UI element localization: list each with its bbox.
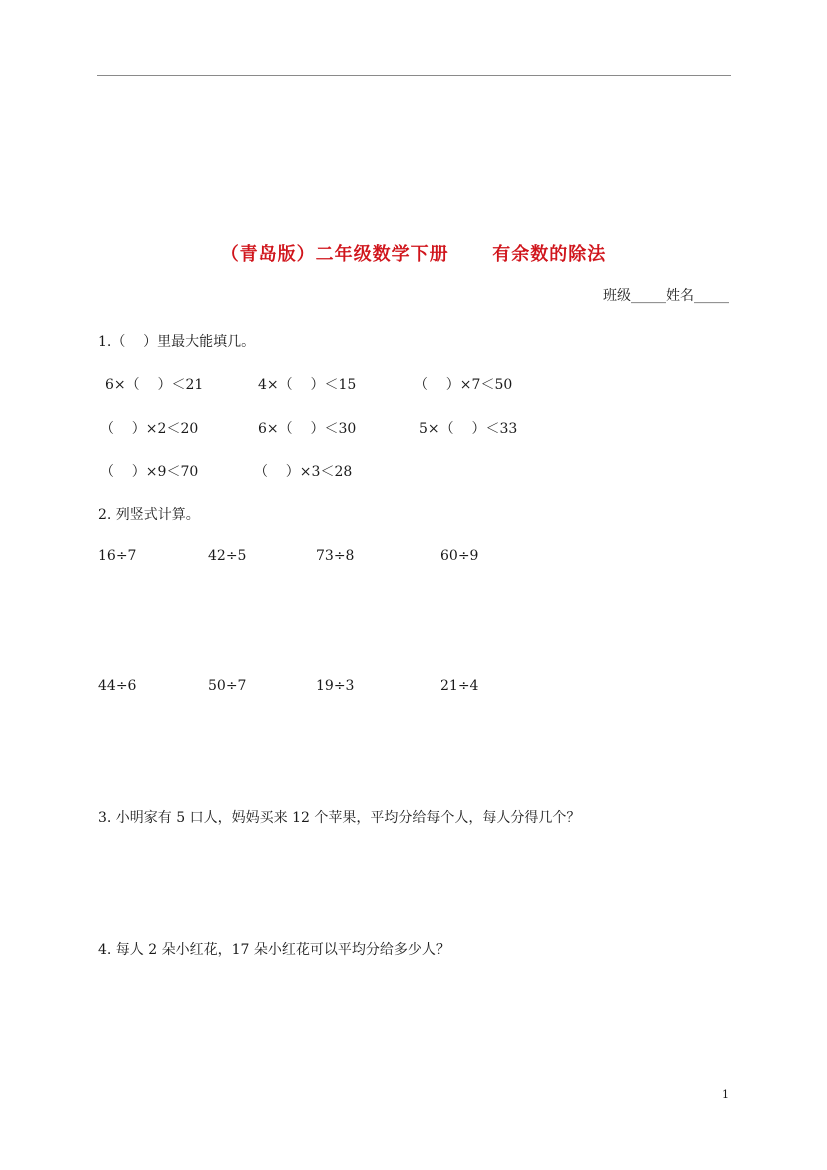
q2-item: 44÷6 xyxy=(98,678,137,694)
q2-item: 19÷3 xyxy=(316,678,355,694)
q2-item: 16÷7 xyxy=(98,548,137,564)
q2-item: 73÷8 xyxy=(316,548,355,564)
header-rule xyxy=(97,75,731,76)
q2-item: 42÷5 xyxy=(208,548,247,564)
q2-prompt: 2. 列竖式计算。 xyxy=(98,507,200,523)
q1-item: （ ）×9＜70 xyxy=(100,464,199,480)
q1-item: 4×（ ）＜15 xyxy=(258,377,357,393)
page-title: （青岛版）二年级数学下册 有余数的除法 xyxy=(220,244,607,265)
q1-item: 5×（ ）＜33 xyxy=(419,421,518,437)
q4-prompt: 4. 每人 2 朵小红花，17 朵小红花可以平均分给多少人？ xyxy=(98,942,450,958)
q1-item: 6×（ ）＜30 xyxy=(258,421,357,437)
class-name-line: 班级_____姓名_____ xyxy=(603,288,729,304)
q2-item: 50÷7 xyxy=(208,678,247,694)
q3-prompt: 3. 小明家有 5 口人，妈妈买来 12 个苹果，平均分给每个人，每人分得几个？ xyxy=(98,810,581,826)
q1-item: （ ）×3＜28 xyxy=(254,464,353,480)
q2-item: 21÷4 xyxy=(440,678,479,694)
q1-item: （ ）×7＜50 xyxy=(414,377,513,393)
q1-item: （ ）×2＜20 xyxy=(100,421,199,437)
q1-prompt: 1.（ ）里最大能填几。 xyxy=(98,334,256,350)
q2-item: 60÷9 xyxy=(440,548,479,564)
q1-item: 6×（ ）＜21 xyxy=(105,377,204,393)
page-number: 1 xyxy=(722,1088,729,1101)
